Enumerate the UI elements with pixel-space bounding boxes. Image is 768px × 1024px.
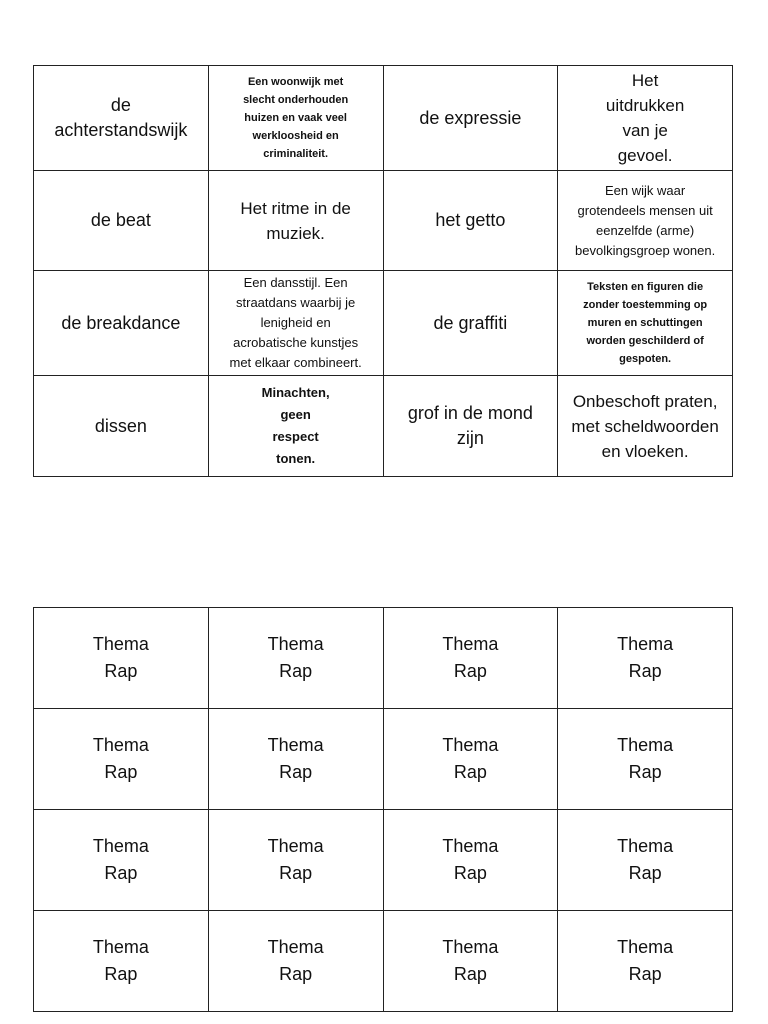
definition-card (558, 171, 733, 271)
text-line: gespoten. (619, 353, 672, 365)
card-back (558, 911, 733, 1012)
card-back (208, 709, 383, 810)
text-line: bevolkingsgroep wonen. (575, 242, 716, 258)
text-line: huizen en vaak veel (244, 112, 347, 124)
text-line: de (110, 95, 131, 115)
card-back (34, 608, 209, 709)
card-back (558, 810, 733, 911)
text-line: Rap (453, 762, 487, 782)
word-card (34, 376, 209, 477)
card-back-text (389, 732, 553, 786)
text-line: Teksten en figuren die (587, 281, 704, 293)
text-line: Een wijk waar (605, 182, 686, 198)
text-line: Thema (617, 937, 674, 957)
text-line: grotendeels mensen uit (577, 202, 713, 218)
word-card (383, 376, 558, 477)
text-line: Rap (279, 661, 313, 681)
definition-text (214, 273, 378, 373)
text-line: respect (272, 429, 319, 444)
text-line: Thema (617, 836, 674, 856)
word-text (39, 93, 203, 143)
card-back-row (34, 709, 733, 810)
word-text (389, 208, 553, 233)
card-back-row (34, 911, 733, 1012)
card-back-row (34, 810, 733, 911)
vocab-row (34, 66, 733, 171)
text-line: werkloosheid en (252, 130, 339, 142)
text-line: zijn (456, 428, 484, 448)
card-back (383, 810, 558, 911)
definition-text (563, 278, 727, 368)
definition-text (563, 181, 727, 261)
card-back (383, 911, 558, 1012)
definition-card (208, 66, 383, 171)
text-line: Rap (104, 762, 138, 782)
text-line: Rap (104, 863, 138, 883)
text-line: Thema (617, 634, 674, 654)
text-line: straatdans waarbij je (236, 295, 356, 310)
word-text (389, 401, 553, 451)
text-line: Rap (279, 762, 313, 782)
text-line: en vloeken. (601, 441, 689, 461)
word-card (383, 271, 558, 376)
text-line: geen (280, 407, 311, 422)
word-text (389, 311, 553, 336)
word-text (39, 414, 203, 439)
card-back-text (39, 934, 203, 988)
card-back (208, 608, 383, 709)
card-back (383, 608, 558, 709)
card-back-text (214, 732, 378, 786)
text-line: Een dansstijl. Een (243, 275, 348, 290)
text-line: Rap (628, 661, 662, 681)
text-line: gevoel. (617, 146, 673, 165)
text-line: achterstandswijk (54, 120, 188, 140)
text-line: Thema (442, 836, 499, 856)
card-back (383, 709, 558, 810)
text-line: dissen (94, 415, 147, 436)
text-line: Thema (442, 735, 499, 755)
card-back-text (389, 631, 553, 685)
text-line: lenigheid en (260, 315, 331, 330)
text-line: Onbeschoft praten, (572, 391, 718, 411)
vocab-row (34, 171, 733, 271)
definition-text (563, 68, 727, 168)
text-line: Rap (104, 661, 138, 681)
text-line: worden geschilderd of (586, 335, 704, 347)
text-line: Rap (453, 863, 487, 883)
definition-card (558, 271, 733, 376)
definition-card (558, 376, 733, 477)
text-line: Rap (279, 863, 313, 883)
card-back-text (39, 833, 203, 887)
word-card (34, 271, 209, 376)
text-line: slecht onderhouden (243, 94, 349, 106)
text-line: de graffiti (433, 312, 508, 333)
text-line: Thema (267, 836, 324, 856)
vocabulary-card-sheet (33, 65, 733, 477)
definition-card (208, 376, 383, 477)
text-line: Rap (628, 863, 662, 883)
definition-card (208, 171, 383, 271)
definition-text (214, 196, 378, 246)
card-back (34, 911, 209, 1012)
card-back-text (214, 934, 378, 988)
text-line: met elkaar combineert. (229, 355, 362, 370)
card-back-text (563, 833, 727, 887)
word-text (39, 208, 203, 233)
card-back (208, 810, 383, 911)
text-line: Rap (628, 964, 662, 984)
text-line: Rap (104, 964, 138, 984)
vocab-row (34, 376, 733, 477)
card-back-text (563, 631, 727, 685)
text-line: Rap (453, 964, 487, 984)
card-back-text (563, 732, 727, 786)
text-line: het getto (435, 210, 506, 230)
card-back-text (214, 833, 378, 887)
text-line: Rap (279, 964, 313, 984)
card-back (34, 810, 209, 911)
card-back-sheet (33, 607, 733, 1012)
vocab-row (34, 271, 733, 376)
card-back-text (389, 934, 553, 988)
text-line: de breakdance (61, 312, 181, 333)
text-line: Thema (267, 735, 324, 755)
text-line: Thema (92, 937, 149, 957)
text-line: Thema (617, 735, 674, 755)
card-back-text (214, 631, 378, 685)
text-line: de beat (90, 210, 151, 230)
text-line: Rap (453, 661, 487, 681)
text-line: van je (622, 121, 668, 140)
card-back-text (389, 833, 553, 887)
definition-text (563, 389, 727, 464)
text-line: acrobatische kunstjes (233, 335, 359, 350)
word-card (383, 66, 558, 171)
word-text (39, 311, 203, 336)
word-card (383, 171, 558, 271)
text-line: Thema (92, 735, 149, 755)
text-line: tonen. (276, 451, 316, 466)
text-line: Thema (267, 634, 324, 654)
text-line: criminaliteit. (263, 148, 329, 160)
text-line: grof in de mond (407, 403, 533, 423)
text-line: Het (631, 71, 659, 90)
text-line: de expressie (419, 107, 522, 128)
text-line: met scheldwoorden (571, 416, 719, 436)
text-line: eenzelfde (arme) (595, 222, 695, 238)
text-line: Het ritme in de (240, 198, 351, 218)
word-card (34, 171, 209, 271)
word-card (34, 66, 209, 171)
card-back (558, 608, 733, 709)
text-line: Thema (92, 634, 149, 654)
card-back-text (563, 934, 727, 988)
word-text (389, 106, 553, 131)
text-line: muziek. (266, 223, 325, 243)
text-line: Thema (442, 937, 499, 957)
definition-card (208, 271, 383, 376)
card-back-row (34, 608, 733, 709)
definition-text (214, 382, 378, 470)
card-back (34, 709, 209, 810)
text-line: Een woonwijk met (247, 76, 344, 88)
card-back-text (39, 732, 203, 786)
card-back (208, 911, 383, 1012)
card-back-text (39, 631, 203, 685)
text-line: Rap (628, 762, 662, 782)
definition-text (214, 73, 378, 163)
text-line: muren en schuttingen (587, 317, 703, 329)
card-back (558, 709, 733, 810)
text-line: Thema (92, 836, 149, 856)
text-line: Thema (442, 634, 499, 654)
definition-card (558, 66, 733, 171)
text-line: Thema (267, 937, 324, 957)
text-line: zonder toestemming op (583, 299, 708, 311)
text-line: uitdrukken (605, 96, 685, 115)
text-line: Minachten, (261, 385, 330, 400)
